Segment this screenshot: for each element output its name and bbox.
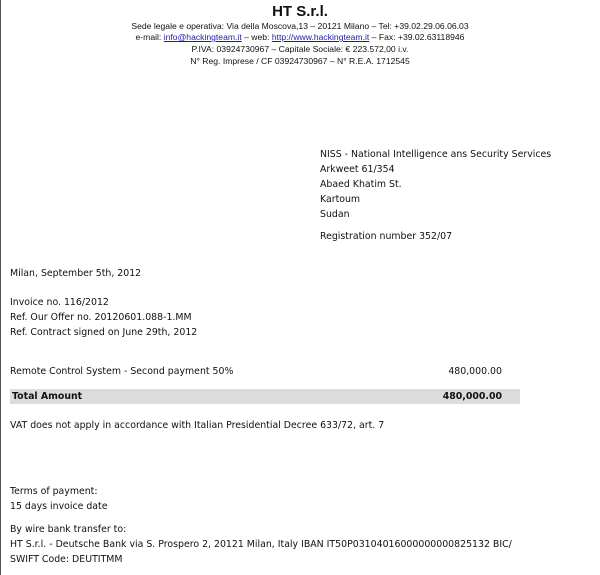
offer-reference: Ref. Our Offer no. 20120601.088-1.MM: [10, 312, 192, 323]
total-label: Total Amount: [12, 391, 83, 402]
line-item-amount: 480,000.00: [448, 366, 502, 377]
recipient-line: Kartoum: [320, 194, 361, 205]
contract-reference: Ref. Contract signed on June 29th, 2012: [10, 327, 198, 338]
company-name: HT S.r.l.: [272, 3, 328, 20]
website-link[interactable]: http://www.hackingteam.it: [271, 32, 370, 42]
recipient-line: Sudan: [320, 209, 350, 220]
payment-terms: [10, 484, 108, 514]
email-label: e-mail:: [135, 32, 162, 42]
line-item-description: Remote Control System - Second payment 50%: [10, 366, 234, 377]
total-amount: 480,000.00: [442, 391, 502, 402]
recipient-line: Arkweet 61/354: [320, 164, 395, 175]
letterhead-registry: N° Reg. Imprese / CF 03924730967 – N° R.E.A. 1712545: [190, 56, 410, 66]
invoice-date: Milan, September 5th, 2012: [10, 268, 142, 279]
invoice-number: Invoice no. 116/2012: [10, 297, 109, 308]
registration-number: Registration number 352/07: [320, 231, 453, 242]
recipient-line: Abaed Khatim St.: [320, 179, 402, 190]
letterhead-contacts: [0, 32, 600, 43]
web-label: – web:: [244, 32, 270, 42]
email-link[interactable]: info@hackingteam.it: [163, 32, 242, 42]
payment-terms-title: Terms of payment:: [10, 486, 98, 497]
line-item: [10, 364, 520, 379]
total-row: [10, 389, 520, 404]
vat-note: VAT does not apply in accordance with Italian Presidential Decree 633/72, art. 7: [10, 420, 385, 431]
bank-line: HT S.r.l. - Deutsche Bank via S. Prospero 2, 20121 Milan, Italy IBAN IT50P03104016000000000825132 BIC/: [10, 539, 512, 550]
letterhead-address: Sede legale e operativa: Via della Moscova,13 – 20121 Milano – Tel: +39.02.29.06.06.03: [131, 21, 469, 31]
bank-title: By wire bank transfer to:: [10, 524, 127, 535]
fax-text: – Fax: +39.02.63118946: [371, 32, 465, 42]
invoice-references: [10, 295, 197, 340]
letterhead-vat: P.IVA: 03924730967 – Capitale Sociale: € 223.572,00 i.v.: [191, 44, 409, 54]
recipient-address: [320, 147, 551, 222]
payment-terms-value: 15 days invoice date: [10, 501, 108, 512]
page-left-border: [0, 0, 1, 575]
bank-details: [10, 522, 512, 567]
recipient-line: NISS - National Intelligence ans Security Services: [320, 149, 552, 160]
bank-swift: SWIFT Code: DEUTITMM: [10, 554, 123, 565]
